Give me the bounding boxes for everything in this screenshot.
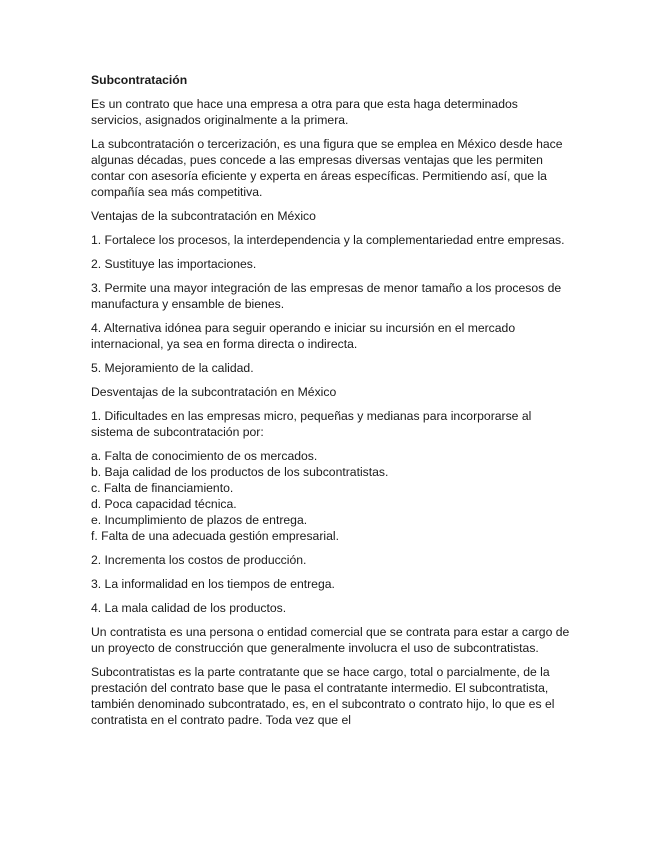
- desventaja-item: 4. La mala calidad de los productos.: [91, 601, 287, 615]
- desventaja-item: 1. Dificultades en las empresas micro, pequeñas y medianas para incorporarse al sistema de subcontratación por:: [91, 409, 532, 439]
- ventaja-item: 4. Alternativa idónea para seguir operando e iniciar su incursión en el mercado internacional, ya sea en forma directa o indirecta.: [91, 321, 516, 351]
- desventaja-sublist: [91, 448, 571, 544]
- paragraph-definition: Es un contrato que hace una empresa a otra para que esta haga determinados servicios, asignados originalmente a la primera.: [91, 97, 518, 127]
- sublist-item: c. Falta de financiamiento.: [91, 481, 234, 495]
- sublist-item: d. Poca capacidad técnica.: [91, 497, 237, 511]
- document-page: [91, 72, 571, 736]
- sublist-item: b. Baja calidad de los productos de los subcontratistas.: [91, 465, 389, 479]
- desventaja-item: 2. Incrementa los costos de producción.: [91, 553, 307, 567]
- paragraph-contratista: Un contratista es una persona o entidad comercial que se contrata para estar a cargo de un proyecto de construcción que generalmente involucra el uso de subcontratistas.: [91, 625, 570, 655]
- ventaja-item: 2. Sustituye las importaciones.: [91, 257, 257, 271]
- ventajas-heading: Ventajas de la subcontratación en México: [91, 209, 316, 223]
- sublist-item: f. Falta de una adecuada gestión empresarial.: [91, 529, 339, 543]
- desventajas-heading: Desventajas de la subcontratación en México: [91, 385, 337, 399]
- sublist-item: e. Incumplimiento de plazos de entrega.: [91, 513, 308, 527]
- ventaja-item: 5. Mejoramiento de la calidad.: [91, 361, 254, 375]
- desventaja-item: 3. La informalidad en los tiempos de entrega.: [91, 577, 335, 591]
- sublist-item: a. Falta de conocimiento de os mercados.: [91, 449, 318, 463]
- paragraph-subcontratistas: Subcontratistas es la parte contratante que se hace cargo, total o parcialmente, de la prestación del contrato base que le pasa el contratante intermedio. El subcontratista, también denominado subcontratado, es, en el subcontrato o contrato hijo, lo que es el contratista en el contrato padre. Toda vez que el: [91, 665, 555, 727]
- ventaja-item: 3. Permite una mayor integración de las empresas de menor tamaño a los procesos de manufactura y ensamble de bienes.: [91, 281, 562, 311]
- document-title: Subcontratación: [91, 73, 188, 87]
- paragraph-tercerizacion: La subcontratación o tercerización, es una figura que se emplea en México desde hace algunas décadas, pues concede a las empresas diversas ventajas que les permiten contar con asesoría eficiente y experta en áreas específicas. Permitiendo así, que la compañía sea más competitiva.: [91, 137, 563, 199]
- ventaja-item: 1. Fortalece los procesos, la interdependencia y la complementariedad entre empresas.: [91, 233, 565, 247]
